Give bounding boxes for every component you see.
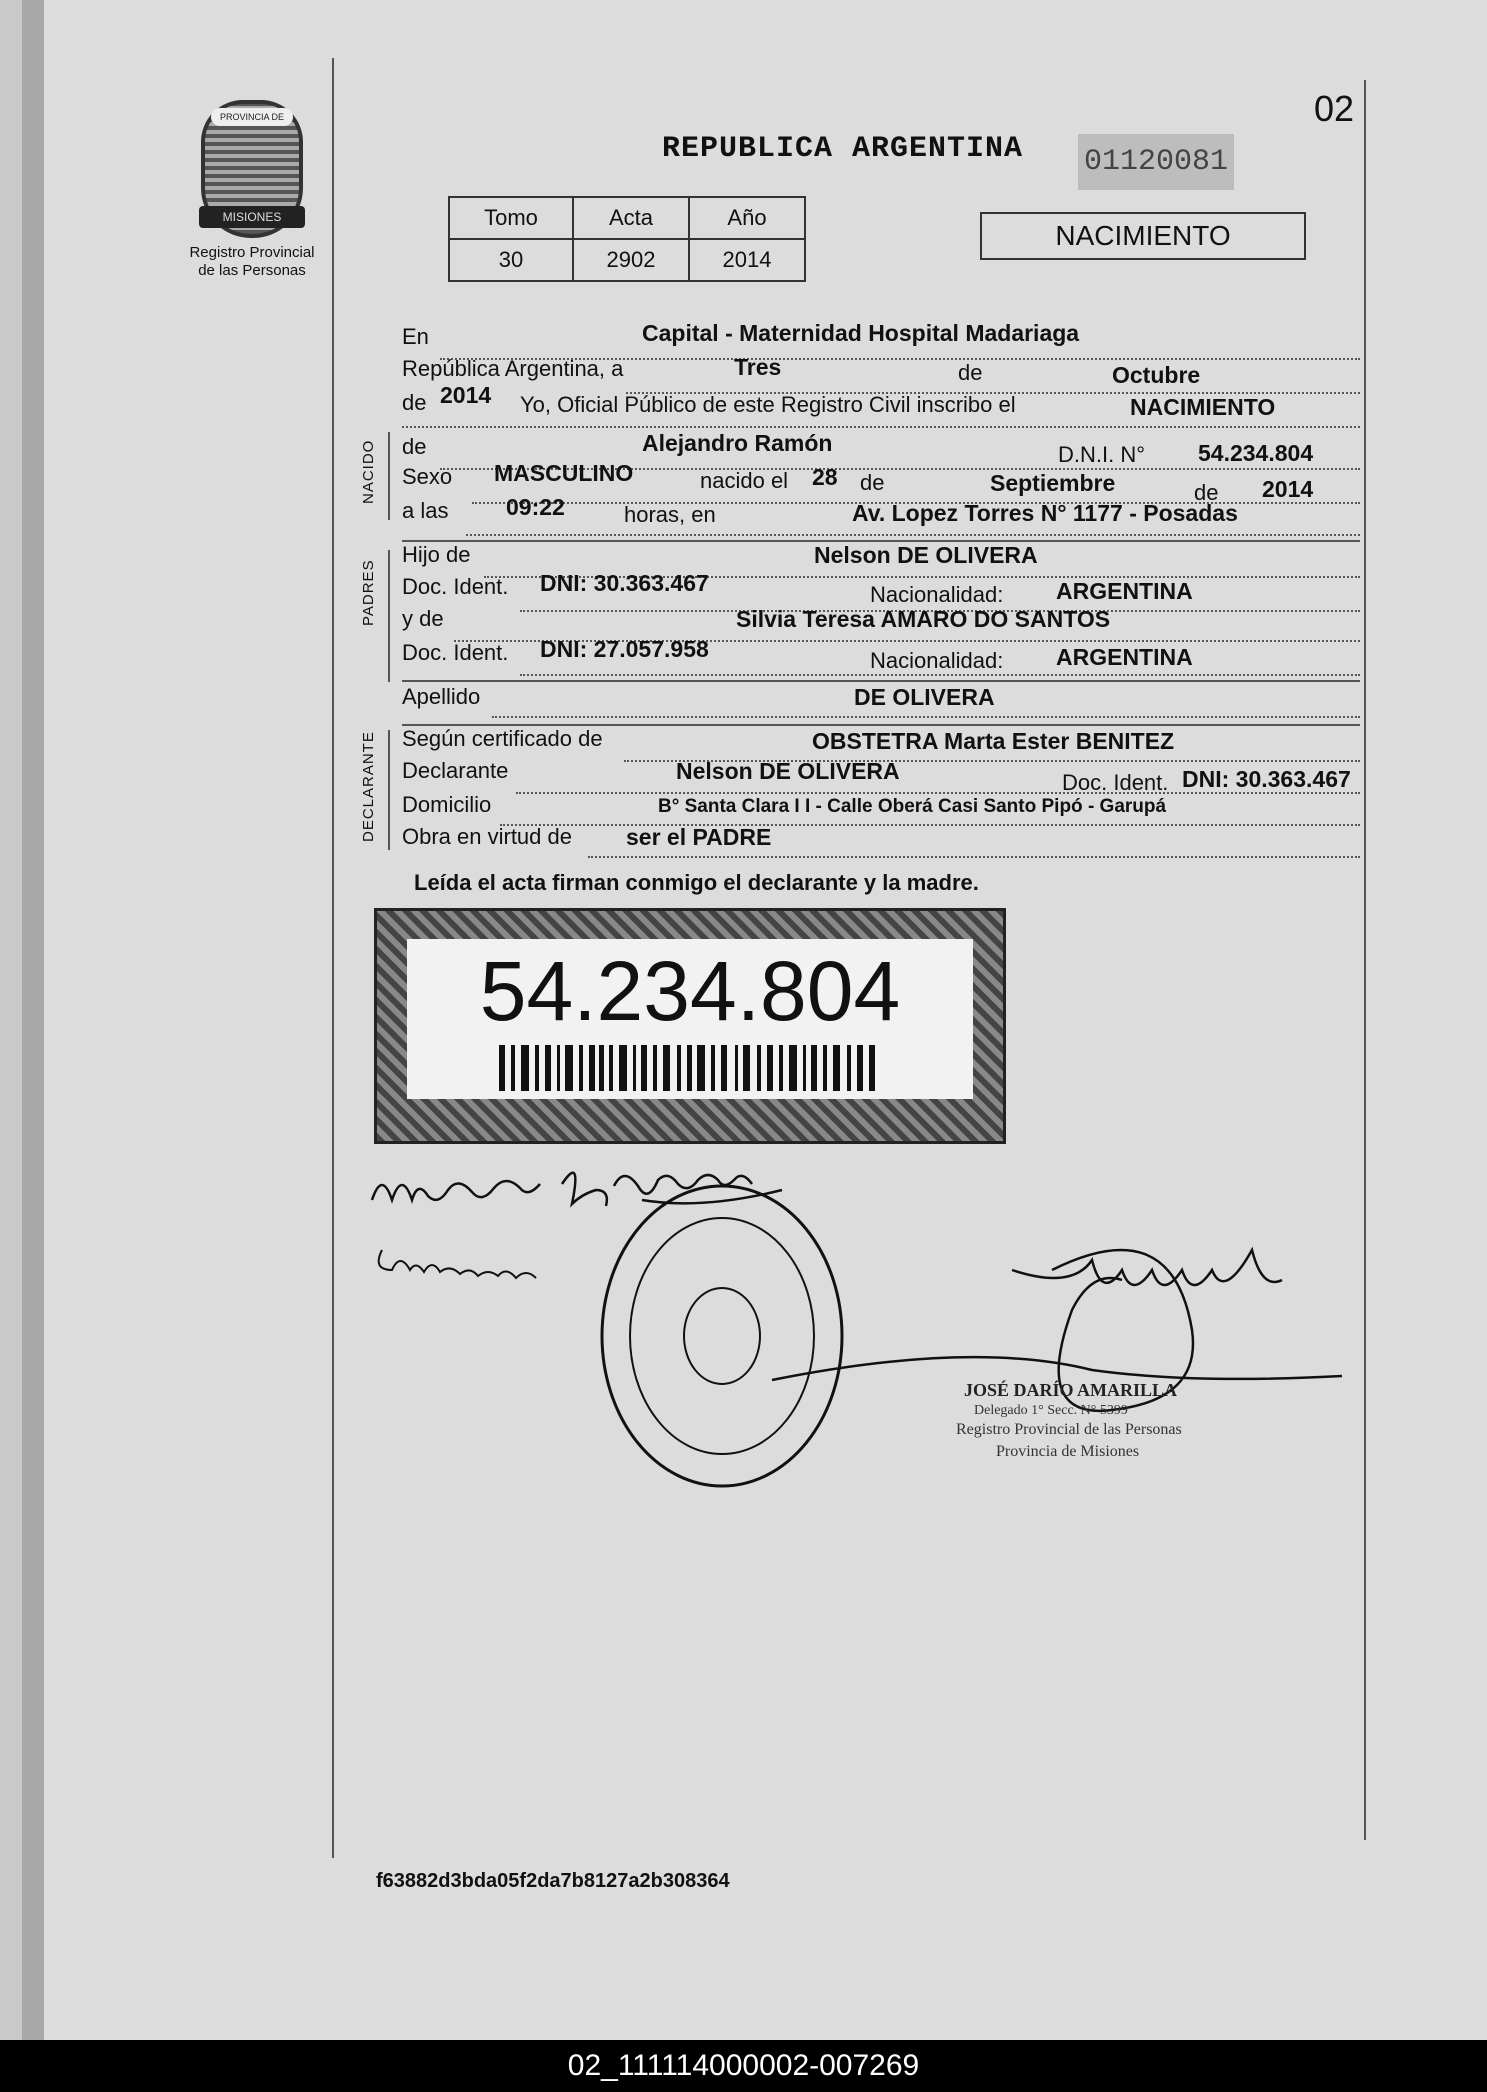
label-hijo-de: Hijo de (402, 542, 471, 567)
label-de-nombre: de (402, 434, 427, 459)
official-line3: Registro Provincial de las Personas (956, 1421, 1182, 1438)
official-line2: Delegado 1° Secc. N° 5399 (974, 1403, 1128, 1418)
mother-signature (379, 1250, 536, 1278)
value-obra: ser el PADRE (626, 824, 772, 850)
logo-band-text: MISIONES (199, 206, 305, 228)
section-declarante: DECLARANTE (360, 731, 377, 842)
label-doc-padre: Doc. Ident. (402, 574, 509, 599)
closing-statement: Leída el acta firman conmigo el declarante y la madre. (414, 870, 979, 895)
document-page (22, 0, 1487, 2040)
logo-caption-line1: Registro Provincial (189, 244, 315, 261)
right-frame-line (1364, 80, 1366, 1840)
value-madre-nac: ARGENTINA (1056, 644, 1193, 670)
value-hora: 09:22 (506, 494, 565, 520)
serial-number: 01120081 (1078, 134, 1234, 190)
value-padre-nac: ARGENTINA (1056, 578, 1193, 604)
label-nac-madre: Nacionalidad: (870, 648, 1004, 673)
barcode-icon (499, 1045, 879, 1091)
label-nacido-el: nacido el (700, 468, 789, 493)
scan-edge (22, 0, 44, 2040)
header-acta: Acta (573, 197, 689, 239)
value-anio: 2014 (689, 239, 805, 281)
label-en: En (402, 324, 429, 349)
label-horas-en: horas, en (624, 502, 716, 527)
label-yo: Yo, Oficial Público de este Registro Civil inscribo el (520, 392, 1016, 417)
label-doc-madre: Doc. Ident. (402, 640, 509, 665)
value-mes-inscripcion: Octubre (1112, 362, 1201, 388)
label-apellido: Apellido (402, 684, 481, 709)
value-sexo: MASCULINO (494, 460, 634, 486)
section-nacido: NACIDO (360, 439, 377, 504)
value-madre-doc: DNI: 27.057.958 (540, 636, 709, 662)
label-de-mes: de (958, 360, 983, 385)
value-padre-doc: DNI: 30.363.467 (540, 570, 709, 596)
label-de-mes-nac: de (860, 470, 885, 495)
left-frame-line (332, 58, 334, 1858)
label-de-anio-nac: de (1194, 480, 1219, 505)
value-acta: 2902 (573, 239, 689, 281)
label-nac-padre: Nacionalidad: (870, 582, 1004, 607)
label-republica: República Argentina, a (402, 356, 624, 381)
value-tomo: 30 (449, 239, 573, 281)
value-lugar: Capital - Maternidad Hospital Madariaga (642, 320, 1080, 346)
value-dni: 54.234.804 (1198, 440, 1314, 466)
value-declarante-doc: DNI: 30.363.467 (1182, 766, 1351, 792)
label-obra: Obra en virtud de (402, 824, 572, 849)
barcode-number: 54.234.804 (479, 944, 901, 1038)
label-de-anio: de (402, 390, 427, 415)
round-seal (602, 1186, 842, 1486)
value-apellido: DE OLIVERA (854, 684, 995, 710)
value-mes-nac: Septiembre (990, 470, 1116, 496)
logo-caption-line2: de las Personas (198, 262, 306, 279)
value-dia-nac: 28 (812, 464, 838, 490)
value-padre: Nelson DE OLIVERA (814, 542, 1038, 568)
logo-top-text: PROVINCIA DE (211, 108, 293, 126)
header-anio: Año (689, 197, 805, 239)
label-declarante: Declarante (402, 758, 509, 783)
document-title: REPUBLICA ARGENTINA (662, 132, 1024, 166)
page-number: 02 (1314, 88, 1355, 129)
label-a-las: a las (402, 498, 449, 523)
register-table (448, 196, 806, 282)
value-madre: Silvia Teresa AMARO DO SANTOS (736, 606, 1111, 632)
document-type-box: NACIMIENTO (980, 212, 1306, 260)
document-hash: f63882d3bda05f2da7b8127a2b308364 (376, 1870, 730, 1892)
official-name: JOSÉ DARÍO AMARILLA (964, 1380, 1178, 1400)
value-anio-nac: 2014 (1262, 476, 1314, 502)
value-declarante: Nelson DE OLIVERA (676, 758, 900, 784)
header-tomo: Tomo (449, 197, 573, 239)
value-anio-inscripcion: 2014 (440, 382, 492, 408)
label-dni: D.N.I. N° (1058, 442, 1146, 467)
father-signature (372, 1173, 782, 1206)
value-domicilio: B° Santa Clara I I - Calle Oberá Casi Santo Pipó - Garupá (658, 796, 1167, 817)
barcode-sticker (374, 908, 1006, 1144)
value-dia-inscripcion: Tres (734, 354, 782, 380)
label-doc-declarante: Doc. Ident. (1062, 770, 1169, 795)
label-y-de: y de (402, 606, 444, 631)
signatures-and-stamps (352, 1150, 1372, 1510)
shield-icon (201, 100, 303, 238)
province-logo (172, 100, 332, 280)
value-domicilio-nac: Av. Lopez Torres N° 1177 - Posadas (852, 500, 1238, 526)
footer-id: 02_111114000002-007269 (0, 2040, 1487, 2092)
official-line4: Provincia de Misiones (996, 1443, 1140, 1460)
label-domicilio: Domicilio (402, 792, 492, 817)
section-padres: PADRES (360, 559, 377, 626)
value-certificado: OBSTETRA Marta Ester BENITEZ (812, 728, 1175, 754)
value-nombre: Alejandro Ramón (642, 430, 833, 456)
value-tipo: NACIMIENTO (1130, 394, 1276, 420)
label-segun: Según certificado de (402, 726, 603, 751)
label-sexo: Sexo (402, 464, 453, 489)
